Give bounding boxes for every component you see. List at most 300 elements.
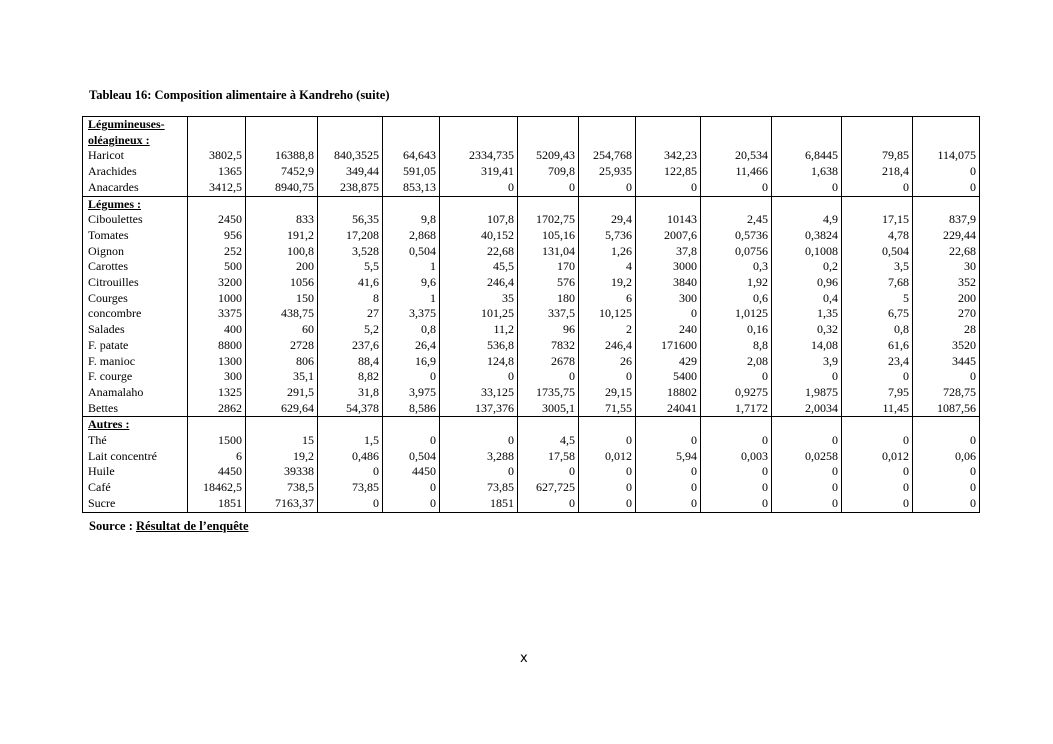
empty-cell — [913, 417, 980, 433]
table-cell: 3,5 — [842, 259, 913, 275]
row-label: Arachides — [83, 164, 188, 180]
table-cell: 23,4 — [842, 354, 913, 370]
table-cell: 0 — [518, 464, 579, 480]
table-cell: 0,8 — [383, 322, 440, 338]
table-cell: 27 — [318, 306, 383, 322]
row-label: Carottes — [83, 259, 188, 275]
table-cell: 31,8 — [318, 385, 383, 401]
table-cell: 252 — [188, 244, 246, 260]
table-cell: 0,504 — [383, 449, 440, 465]
table-cell: 2,08 — [701, 354, 772, 370]
row-label: Courges — [83, 291, 188, 307]
table-cell: 1,0125 — [701, 306, 772, 322]
empty-cell — [579, 417, 636, 433]
table-cell: 1,7172 — [701, 401, 772, 417]
table-cell: 45,5 — [440, 259, 518, 275]
table-cell: 0,8 — [842, 322, 913, 338]
table-row — [83, 480, 980, 496]
table-cell: 0,0756 — [701, 244, 772, 260]
table-cell: 0 — [913, 180, 980, 196]
table-cell: 0 — [913, 464, 980, 480]
table-cell: 150 — [246, 291, 318, 307]
table-cell: 0,96 — [772, 275, 842, 291]
table-cell: 54,378 — [318, 401, 383, 417]
table-cell: 1,5 — [318, 433, 383, 449]
table-cell: 7163,37 — [246, 496, 318, 512]
table-cell: 11,45 — [842, 401, 913, 417]
table-cell: 300 — [636, 291, 701, 307]
table-cell: 0 — [842, 369, 913, 385]
table-cell: 1,638 — [772, 164, 842, 180]
table-cell: 180 — [518, 291, 579, 307]
row-label: Café — [83, 480, 188, 496]
table-row — [83, 433, 980, 449]
table-cell: 956 — [188, 228, 246, 244]
table-cell: 853,13 — [383, 180, 440, 196]
table-cell: 6 — [579, 291, 636, 307]
table-cell: 1365 — [188, 164, 246, 180]
row-label: Tomates — [83, 228, 188, 244]
table-cell: 0 — [842, 180, 913, 196]
table-cell: 30 — [913, 259, 980, 275]
table-cell: 17,58 — [518, 449, 579, 465]
table-cell: 270 — [913, 306, 980, 322]
table-cell: 1 — [383, 291, 440, 307]
table-cell: 319,41 — [440, 164, 518, 180]
table-cell: 2862 — [188, 401, 246, 417]
table-cell: 16388,8 — [246, 148, 318, 164]
empty-cell — [318, 117, 383, 149]
table-cell: 17,208 — [318, 228, 383, 244]
table-cell: 5400 — [636, 369, 701, 385]
table-cell: 0,5736 — [701, 228, 772, 244]
table-cell: 20,534 — [701, 148, 772, 164]
table-cell: 8,586 — [383, 401, 440, 417]
empty-cell — [518, 417, 579, 433]
table-cell: 240 — [636, 322, 701, 338]
table-row — [83, 148, 980, 164]
table-cell: 107,8 — [440, 212, 518, 228]
table-cell: 0 — [913, 480, 980, 496]
table-section — [83, 417, 980, 512]
table-cell: 2678 — [518, 354, 579, 370]
row-label: Thé — [83, 433, 188, 449]
table-cell: 7832 — [518, 338, 579, 354]
table-cell: 738,5 — [246, 480, 318, 496]
table-cell: 3,288 — [440, 449, 518, 465]
table-cell: 0 — [383, 480, 440, 496]
table-row — [83, 180, 980, 196]
table-cell: 8,8 — [701, 338, 772, 354]
table-cell: 17,15 — [842, 212, 913, 228]
table-cell: 73,85 — [318, 480, 383, 496]
table-cell: 170 — [518, 259, 579, 275]
table-cell: 0,6 — [701, 291, 772, 307]
table-row — [83, 164, 980, 180]
table-cell: 0,4 — [772, 291, 842, 307]
table-cell: 124,8 — [440, 354, 518, 370]
empty-cell — [579, 196, 636, 212]
table-cell: 1,26 — [579, 244, 636, 260]
section-header-row — [83, 196, 980, 212]
table-cell: 500 — [188, 259, 246, 275]
table-row — [83, 464, 980, 480]
table-cell: 0 — [440, 369, 518, 385]
row-label: Anacardes — [83, 180, 188, 196]
table-cell: 0 — [913, 433, 980, 449]
table-cell: 438,75 — [246, 306, 318, 322]
table-cell: 10143 — [636, 212, 701, 228]
table-cell: 400 — [188, 322, 246, 338]
table-cell: 3412,5 — [188, 180, 246, 196]
empty-cell — [318, 417, 383, 433]
table-cell: 3840 — [636, 275, 701, 291]
table-cell: 61,6 — [842, 338, 913, 354]
table-cell: 22,68 — [440, 244, 518, 260]
table-cell: 2 — [579, 322, 636, 338]
table-cell: 191,2 — [246, 228, 318, 244]
table-cell: 35,1 — [246, 369, 318, 385]
table-cell: 246,4 — [440, 275, 518, 291]
table-cell: 1,92 — [701, 275, 772, 291]
table-cell: 0 — [701, 369, 772, 385]
table-row — [83, 449, 980, 465]
table-cell: 0 — [701, 180, 772, 196]
table-cell: 4450 — [188, 464, 246, 480]
table-cell: 0 — [842, 480, 913, 496]
table-cell: 218,4 — [842, 164, 913, 180]
table-cell: 0,1008 — [772, 244, 842, 260]
table-cell: 0 — [913, 164, 980, 180]
table-cell: 629,64 — [246, 401, 318, 417]
empty-cell — [383, 417, 440, 433]
table-row — [83, 228, 980, 244]
table-cell: 96 — [518, 322, 579, 338]
table-cell: 1500 — [188, 433, 246, 449]
table-cell: 4,9 — [772, 212, 842, 228]
table-cell: 0,2 — [772, 259, 842, 275]
table-cell: 3005,1 — [518, 401, 579, 417]
table-cell: 131,04 — [518, 244, 579, 260]
table-cell: 6,75 — [842, 306, 913, 322]
table-cell: 5,94 — [636, 449, 701, 465]
table-cell: 291,5 — [246, 385, 318, 401]
table-cell: 0,0258 — [772, 449, 842, 465]
table-cell: 0 — [383, 496, 440, 512]
section-title-cell — [83, 196, 188, 212]
table-cell: 9,6 — [383, 275, 440, 291]
table-cell: 22,68 — [913, 244, 980, 260]
table-cell: 5,2 — [318, 322, 383, 338]
table-cell: 0 — [636, 180, 701, 196]
table-cell: 0 — [913, 496, 980, 512]
table-cell: 576 — [518, 275, 579, 291]
table-cell: 3000 — [636, 259, 701, 275]
empty-cell — [246, 417, 318, 433]
table-cell: 2,45 — [701, 212, 772, 228]
table-cell: 15 — [246, 433, 318, 449]
table-cell: 1325 — [188, 385, 246, 401]
table-cell: 28 — [913, 322, 980, 338]
table-cell: 0 — [383, 369, 440, 385]
table-cell: 40,152 — [440, 228, 518, 244]
table-cell: 0,3824 — [772, 228, 842, 244]
table-cell: 349,44 — [318, 164, 383, 180]
empty-cell — [913, 196, 980, 212]
table-cell: 2007,6 — [636, 228, 701, 244]
table-cell: 73,85 — [440, 480, 518, 496]
table-cell: 122,85 — [636, 164, 701, 180]
table-cell: 6,8445 — [772, 148, 842, 164]
table-cell: 806 — [246, 354, 318, 370]
table-cell: 3520 — [913, 338, 980, 354]
row-label: Ciboulettes — [83, 212, 188, 228]
empty-cell — [188, 417, 246, 433]
table-cell: 0 — [636, 306, 701, 322]
empty-cell — [579, 117, 636, 149]
empty-cell — [383, 196, 440, 212]
table-cell: 0 — [636, 480, 701, 496]
table-cell: 238,875 — [318, 180, 383, 196]
empty-cell — [636, 417, 701, 433]
table-row — [83, 385, 980, 401]
table-cell: 2728 — [246, 338, 318, 354]
table-cell: 0 — [518, 496, 579, 512]
section-title: Légumes : — [88, 196, 141, 211]
table-cell: 837,9 — [913, 212, 980, 228]
table-cell: 7452,9 — [246, 164, 318, 180]
table-cell: 1087,56 — [913, 401, 980, 417]
table-cell: 0 — [701, 464, 772, 480]
table-cell: 29,15 — [579, 385, 636, 401]
table-cell: 833 — [246, 212, 318, 228]
table-cell: 8940,75 — [246, 180, 318, 196]
table-cell: 200 — [246, 259, 318, 275]
table-cell: 1851 — [440, 496, 518, 512]
table-cell: 29,4 — [579, 212, 636, 228]
section-title-cell — [83, 417, 188, 433]
row-label: Anamalaho — [83, 385, 188, 401]
table-cell: 5,5 — [318, 259, 383, 275]
table-cell: 1735,75 — [518, 385, 579, 401]
table-cell: 0 — [913, 369, 980, 385]
table-cell: 709,8 — [518, 164, 579, 180]
empty-cell — [913, 117, 980, 149]
table-cell: 1,9875 — [772, 385, 842, 401]
table-row — [83, 275, 980, 291]
empty-cell — [518, 117, 579, 149]
table-cell: 1000 — [188, 291, 246, 307]
table-cell: 0,486 — [318, 449, 383, 465]
table-cell: 100,8 — [246, 244, 318, 260]
table-cell: 37,8 — [636, 244, 701, 260]
table-cell: 24041 — [636, 401, 701, 417]
table-cell: 11,466 — [701, 164, 772, 180]
table-cell: 19,2 — [579, 275, 636, 291]
table-cell: 9,8 — [383, 212, 440, 228]
table-cell: 60 — [246, 322, 318, 338]
empty-cell — [842, 196, 913, 212]
table-cell: 71,55 — [579, 401, 636, 417]
table-cell: 4 — [579, 259, 636, 275]
table-cell: 200 — [913, 291, 980, 307]
table-cell: 18462,5 — [188, 480, 246, 496]
table-cell: 8,82 — [318, 369, 383, 385]
table-row — [83, 354, 980, 370]
table-cell: 1300 — [188, 354, 246, 370]
table-cell: 6 — [188, 449, 246, 465]
table-cell: 0 — [842, 433, 913, 449]
table-cell: 0,003 — [701, 449, 772, 465]
table-cell: 246,4 — [579, 338, 636, 354]
table-cell: 536,8 — [440, 338, 518, 354]
empty-cell — [518, 196, 579, 212]
table-cell: 16,9 — [383, 354, 440, 370]
table-cell: 0 — [636, 496, 701, 512]
table-cell: 728,75 — [913, 385, 980, 401]
section-title: Autres : — [88, 417, 130, 432]
table-cell: 18802 — [636, 385, 701, 401]
table-cell: 342,23 — [636, 148, 701, 164]
empty-cell — [440, 117, 518, 149]
table-cell: 7,95 — [842, 385, 913, 401]
empty-cell — [636, 196, 701, 212]
table-cell: 229,44 — [913, 228, 980, 244]
table-cell: 0 — [636, 464, 701, 480]
table-cell: 26 — [579, 354, 636, 370]
table-cell: 337,5 — [518, 306, 579, 322]
table-cell: 3375 — [188, 306, 246, 322]
table-cell: 5,736 — [579, 228, 636, 244]
empty-cell — [772, 117, 842, 149]
table-cell: 591,05 — [383, 164, 440, 180]
table-cell: 0 — [579, 369, 636, 385]
row-label: concombre — [83, 306, 188, 322]
table-cell: 3445 — [913, 354, 980, 370]
data-table — [82, 116, 980, 513]
table-cell: 0 — [440, 464, 518, 480]
table-cell: 0 — [842, 464, 913, 480]
table-cell: 14,08 — [772, 338, 842, 354]
table-cell: 171600 — [636, 338, 701, 354]
row-label: Bettes — [83, 401, 188, 417]
row-label: F. patate — [83, 338, 188, 354]
table-cell: 0 — [518, 180, 579, 196]
table-row — [83, 369, 980, 385]
table-cell: 3200 — [188, 275, 246, 291]
table-title: Tableau 16: Composition alimentaire à Kandreho (suite) — [89, 88, 390, 102]
empty-cell — [246, 117, 318, 149]
table-cell: 237,6 — [318, 338, 383, 354]
row-label: Citrouilles — [83, 275, 188, 291]
table-cell: 3,975 — [383, 385, 440, 401]
table-cell: 0 — [701, 496, 772, 512]
table-cell: 2,868 — [383, 228, 440, 244]
empty-cell — [701, 196, 772, 212]
table-cell: 0 — [579, 496, 636, 512]
table-cell: 105,16 — [518, 228, 579, 244]
table-row — [83, 496, 980, 512]
empty-cell — [440, 417, 518, 433]
table-cell: 0,06 — [913, 449, 980, 465]
table-cell: 4,78 — [842, 228, 913, 244]
table-cell: 0,32 — [772, 322, 842, 338]
table-cell: 840,3525 — [318, 148, 383, 164]
table-cell: 25,935 — [579, 164, 636, 180]
row-label: Oignon — [83, 244, 188, 260]
table-cell: 0 — [518, 369, 579, 385]
section-title: oléagineux : — [88, 132, 150, 147]
table-cell: 0 — [772, 369, 842, 385]
table-cell: 0,16 — [701, 322, 772, 338]
table-cell: 33,125 — [440, 385, 518, 401]
table-row — [83, 291, 980, 307]
empty-cell — [383, 117, 440, 149]
table-cell: 0,012 — [842, 449, 913, 465]
table-cell: 0 — [772, 496, 842, 512]
empty-cell — [842, 117, 913, 149]
table-row — [83, 306, 980, 322]
table-cell: 0,504 — [842, 244, 913, 260]
table-cell: 3,528 — [318, 244, 383, 260]
table-cell: 1702,75 — [518, 212, 579, 228]
empty-cell — [246, 196, 318, 212]
table-cell: 429 — [636, 354, 701, 370]
table-cell: 0 — [579, 480, 636, 496]
table-cell: 26,4 — [383, 338, 440, 354]
table-cell: 0 — [318, 496, 383, 512]
row-label: Lait concentré — [83, 449, 188, 465]
table-cell: 0 — [772, 480, 842, 496]
section-title-cell — [83, 117, 188, 149]
table-cell: 41,6 — [318, 275, 383, 291]
table-cell: 1,35 — [772, 306, 842, 322]
source-note — [89, 519, 249, 534]
row-label: Haricot — [83, 148, 188, 164]
page-number: x — [520, 651, 528, 666]
table-cell: 1056 — [246, 275, 318, 291]
table-cell: 627,725 — [518, 480, 579, 496]
empty-cell — [701, 117, 772, 149]
table-cell: 101,25 — [440, 306, 518, 322]
table-cell: 0 — [440, 180, 518, 196]
empty-cell — [188, 117, 246, 149]
table-cell: 4450 — [383, 464, 440, 480]
section-header-row — [83, 417, 980, 433]
empty-cell — [701, 417, 772, 433]
table-cell: 3,9 — [772, 354, 842, 370]
table-cell: 1851 — [188, 496, 246, 512]
table-cell: 0 — [772, 464, 842, 480]
table-row — [83, 322, 980, 338]
table-cell: 0 — [579, 180, 636, 196]
empty-cell — [772, 417, 842, 433]
table-row — [83, 212, 980, 228]
table-cell: 137,376 — [440, 401, 518, 417]
row-label: F. manioc — [83, 354, 188, 370]
empty-cell — [636, 117, 701, 149]
table-cell: 8 — [318, 291, 383, 307]
table-cell: 2450 — [188, 212, 246, 228]
row-label: Sucre — [83, 496, 188, 512]
empty-cell — [842, 417, 913, 433]
table-cell: 2,0034 — [772, 401, 842, 417]
empty-cell — [188, 196, 246, 212]
source-value: Résultat de l’enquête — [136, 519, 249, 533]
row-label: Salades — [83, 322, 188, 338]
table-cell: 300 — [188, 369, 246, 385]
table-cell: 0,012 — [579, 449, 636, 465]
